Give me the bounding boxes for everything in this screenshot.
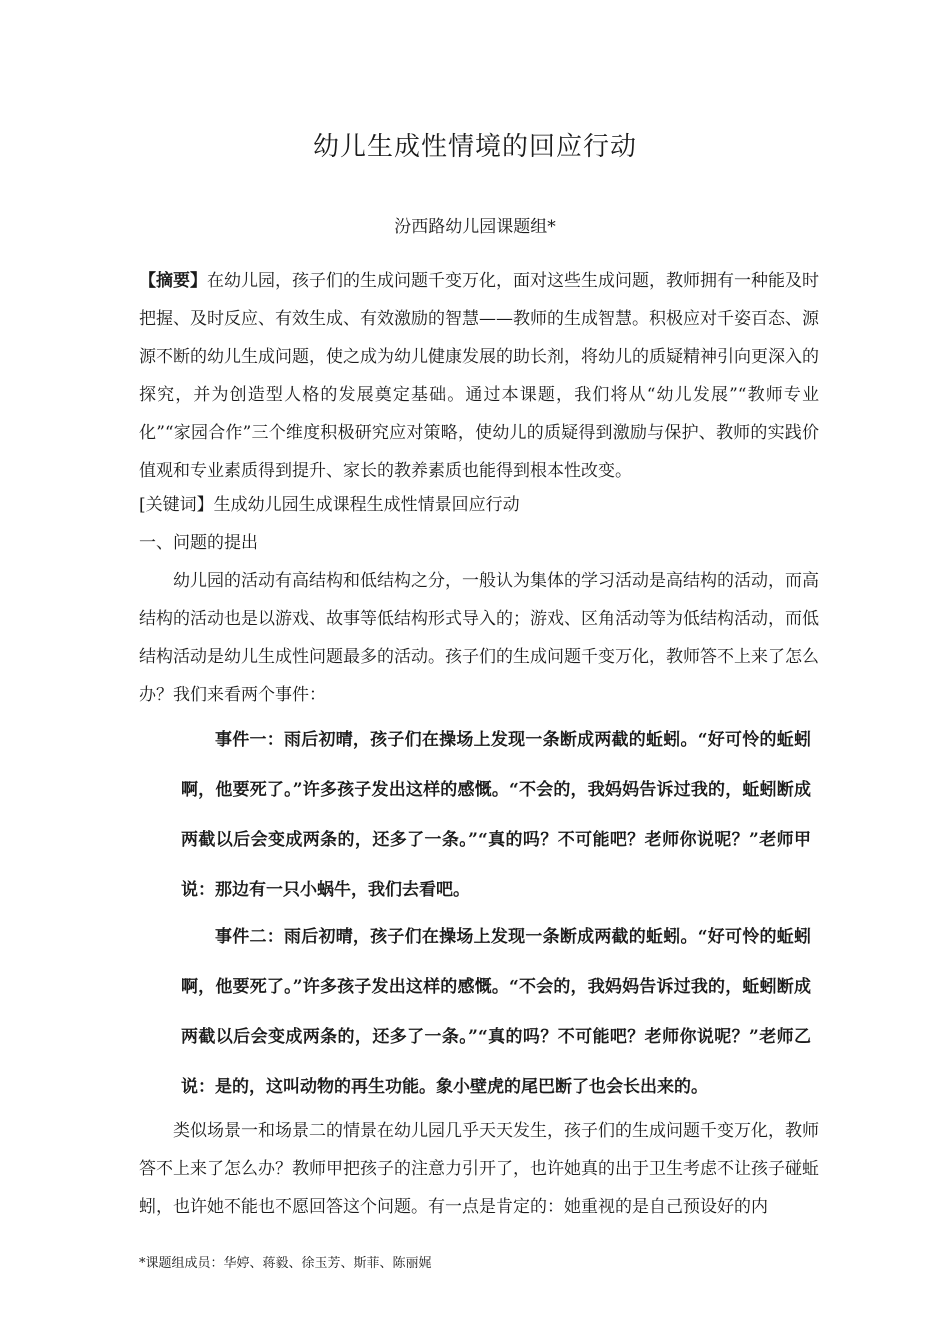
section-heading: 一、问题的提出 [139,533,258,553]
keywords-text: 生成幼儿园生成课程生成性情景回应行动 [213,495,520,515]
footnote: *课题组成员：华婷、蒋毅、徐玉芳、斯菲、陈丽娓 [139,1256,432,1271]
event-one-paragraph: 事件一：雨后初晴，孩子们在操场上发现一条断成两截的蚯蚓。“好可怜的蚯蚓啊，他要死了。”许多孩子发出这样的感慨。“不会的，我妈妈告诉过我的，蚯蚓断成两截以后会变成两条的，还多了一条。”“真的吗？不可能吧？老师你说呢？”老师甲说：那边有一只小蜗牛，我们去看吧。 [181,730,811,900]
abstract-text: 在幼儿园，孩子们的生成问题千变万化，面对这些生成问题，教师拥有一种能及时把握、及时反应、有效生成、有效激励的智慧——教师的生成智慧。积极应对千姿百态、源源不断的幼儿生成问题，使之成为幼儿健康发展的助长剂，将幼儿的质疑精神引向更深入的探究，并为创造型人格的发展奠定基础。通过本课题，我们将从“幼儿发展”“教师专业化”“家园合作”三个维度积极研究应对策略，使幼儿的质疑得到激励与保护、教师的实践价值观和专业素质得到提升、家长的教养素质也能得到根本性改变。 [139,271,819,481]
abstract-label: 【摘要】 [139,271,207,291]
document-title: 幼儿生成性情境的回应行动 [312,132,637,162]
abstract-paragraph [139,262,819,490]
keywords-paragraph [139,486,819,524]
analysis-paragraph: 类似场景一和场景二的情景在幼儿园几乎天天发生，孩子们的生成问题千变万化，教师答不上来了怎么办？教师甲把孩子的注意力引开了，也许她真的出于卫生考虑不让孩子碰蚯蚓，也许她不能也不愿回答这个问题。有一点是肯定的：她重视的是自己预设好的内 [139,1121,819,1217]
event-two-paragraph: 事件二：雨后初晴，孩子们在操场上发现一条断成两截的蚯蚓。“好可怜的蚯蚓啊，他要死了。”许多孩子发出这样的感慨。“不会的，我妈妈告诉过我的，蚯蚓断成两截以后会变成两条的，还多了一条。”“真的吗？不可能吧？老师你说呢？”老师乙说：是的，这叫动物的再生功能。象小壁虎的尾巴断了也会长出来的。 [181,927,811,1097]
intro-paragraph: 幼儿园的活动有高结构和低结构之分，一般认为集体的学习活动是高结构的活动，而高结构的活动也是以游戏、故事等低结构形式导入的；游戏、区角活动等为低结构活动，而低结构活动是幼儿生成性问题最多的活动。孩子们的生成问题千变万化，教师答不上来了怎么办？我们来看两个事件： [139,571,819,705]
document-author: 汾西路幼儿园课题组* [394,217,556,237]
keywords-label: [关键词】 [139,495,214,515]
